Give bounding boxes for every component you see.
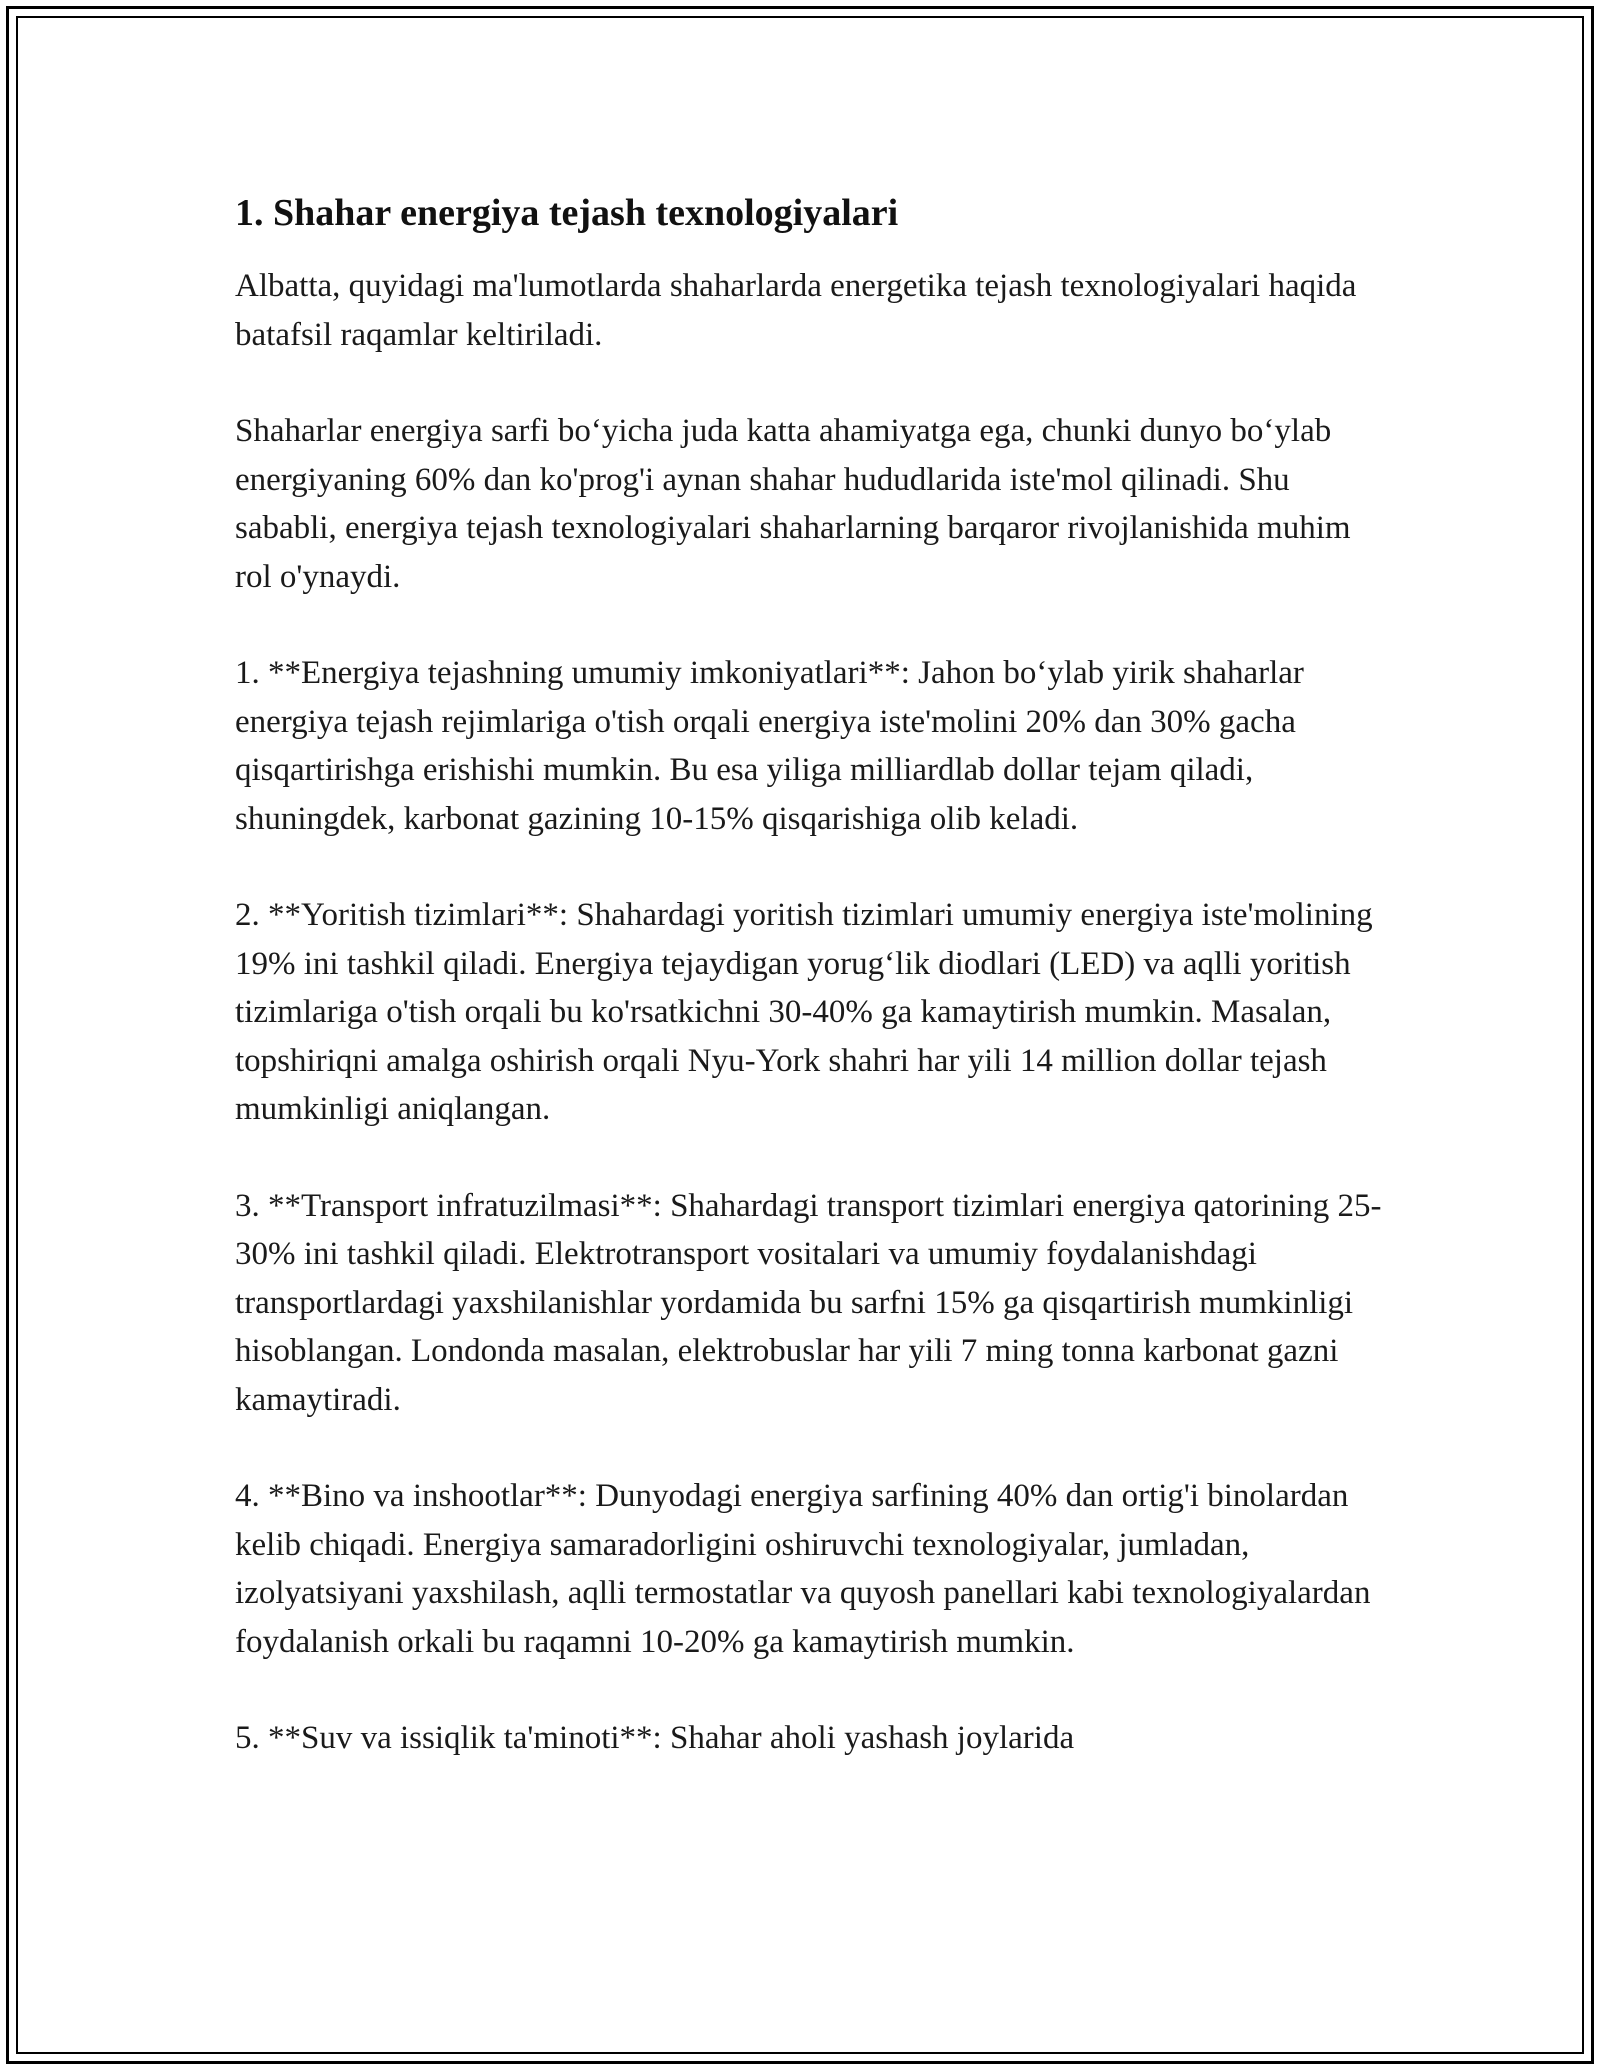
- paragraph-item-5: 5. **Suv va issiqlik ta'minoti**: Shahar aholi yashash joylarida: [235, 1720, 1075, 1756]
- paragraph-context: Shaharlar energiya sarfi bo‘yicha juda katta ahamiyatga ega, chunki dunyo bo‘ylab energiyaning 60% dan ko'prog'i aynan shahar hududlarida iste'mol qilinadi. Shu sababli, energiya tejash texnologiyalari shaharlarning barqaror rivojlanishida muhim rol o'ynaydi.: [235, 413, 1351, 595]
- paragraph-item-2: 2. **Yoritish tizimlari**: Shahardagi yoritish tizimlari umumiy energiya iste'molining 19% ini tashkil qiladi. Energiya tejaydigan yorug‘lik diodlari (LED) va aqlli yoritish tizimlariga o'tish orqali bu ko'rsatkichni 30-40% ga kamaytirish mumkin. Masalan, topshiriqni amalga oshirish orqali Nyu-York shahri har yili 14 million dollar tejash mumkinligi aniqlangan.: [235, 897, 1373, 1127]
- paragraph-item-3: 3. **Transport infratuzilmasi**: Shahardagi transport tizimlari energiya qatorining 25-30% ini tashkil qiladi. Elektrotransport vositalari va umumiy foydalanishdagi transportlardagi yaxshilanishlar yordamida bu sarfni 15% ga qisqartirish mumkinligi hisoblangan. Londonda masalan, elektrobuslar har yili 7 ming tonna karbonat gazni kamaytiradi.: [235, 1187, 1382, 1418]
- paragraph-item-4: 4. **Bino va inshootlar**: Dunyodagi energiya sarfining 40% dan ortig'i binolardan kelib chiqadi. Energiya samaradorligini oshiruvchi texnologiyalar, jumladan, izolyatsiyani yaxshilash, aqlli termostatlar va quyosh panellari kabi texnologiyalardan foydalanish orkali bu raqamni 10-20% ga kamaytirish mumkin.: [235, 1478, 1371, 1660]
- document-body: [235, 186, 1385, 1763]
- paragraph-item-1: 1. **Energiya tejashning umumiy imkoniyatlari**: Jahon bo‘ylab yirik shaharlar energiya tejash rejimlariga o'tish orqali energiya iste'molini 20% dan 30% gacha qisqartirishga erishishi mumkin. Bu esa yiliga milliardlab dollar tejam qiladi, shuningdek, karbonat gazining 10-15% qisqarishiga olib keladi.: [235, 655, 1304, 837]
- paragraph-intro: Albatta, quyidagi ma'lumotlarda shaharlarda energetika tejash texnologiyalari haqida batafsil raqamlar keltiriladi.: [235, 268, 1357, 353]
- document-title: 1. Shahar energiya tejash texnologiyalari: [235, 192, 899, 234]
